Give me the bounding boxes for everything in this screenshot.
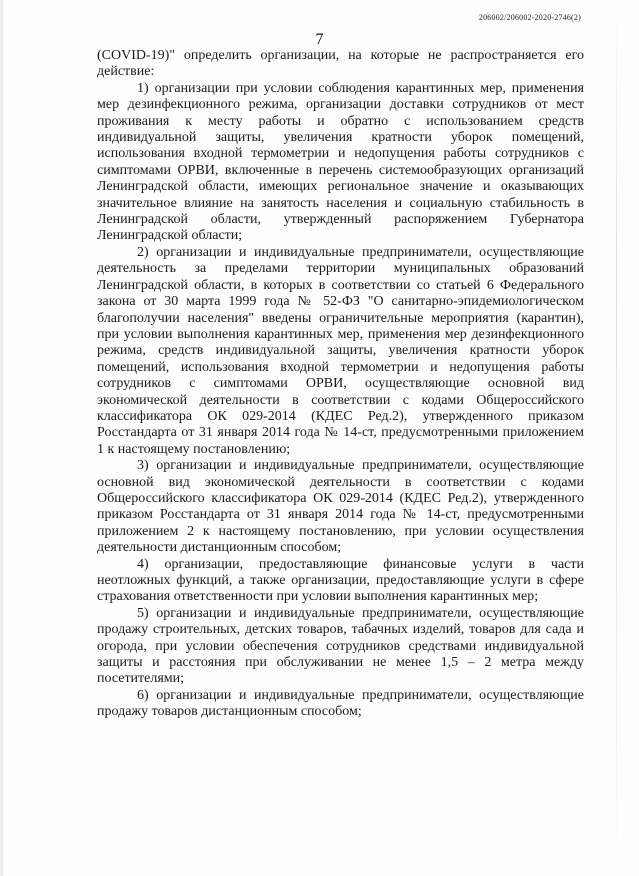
- scan-edge-right: [616, 0, 617, 876]
- paragraph-item-6: 6) организации и индивидуальные предприниматели, осуществляющие продажу товаров дистанционным способом;: [97, 687, 584, 720]
- page-number: 7: [315, 31, 324, 48]
- paragraph-item-1: 1) организации при условии соблюдения карантинных мер, применения мер дезинфекционного режима, организации доставки сотрудников от мест проживания к месту работы и обратно с использованием средств индивидуальной защиты, увеличения кратности уборок помещений, использования входной термометрии и недопущения работы сотрудников с симптомами ОРВИ, включенные в перечень системообразующих организаций Ленинградской области, имеющих региональное значение и оказывающих значительное влияние на занятость населения и социальную стабильность в Ленинградской области, утвержденный распоряжением Губернатора Ленинградской области;: [97, 80, 584, 244]
- document-id: 206002/206002-2020-2746(2): [478, 13, 581, 22]
- paragraph-item-4: 4) организации, предоставляющие финансовые услуги в части неотложных функций, а также организации, предоставляющие услуги в сфере страхования ответственности при условии выполнения карантинных мер;: [97, 556, 584, 605]
- paragraph-intro: (COVID-19)" определить организации, на которые не распространяется его действие:: [97, 48, 584, 80]
- paragraph-item-2: 2) организации и индивидуальные предприниматели, осуществляющие деятельность за пределами территории муниципальных образований Ленинградской области, в которых в соответствии со статьей 6 Федерального закона от 30 марта 1999 года № 52-ФЗ "О санитарно-эпидемиологическом благополучии населения" введены ограничительные мероприятия (карантин), при условии выполнения карантинных мер, применения мер дезинфекционного режима, средств индивидуальной защиты, увеличения кратности уборок помещений, использования входной термометрии и недопущения работы сотрудников с симптомами ОРВИ, осуществляющие основной вид экономической деятельности в соответствии с кодами Общероссийского классификатора ОК 029-2014 (КДЕС Ред.2), утвержденного приказом Росстандарта от 31 января 2014 года № 14-ст, предусмотренными приложением 1 к настоящему постановлению;: [97, 244, 584, 457]
- scan-edge-left: [0, 0, 3, 876]
- paragraph-item-3: 3) организации и индивидуальные предприниматели, осуществляющие основной вид экономической деятельности в соответствии с кодами Общероссийского классификатора ОК 029-2014 (КДЕС Ред.2), утвержденного приказом Росстандарта от 31 января 2014 года № 14-ст, предусмотренными приложением 2 к настоящему постановлению, при условии осуществления деятельности дистанционным способом;: [97, 458, 584, 556]
- document-body: [97, 48, 584, 721]
- paragraph-item-5: 5) организации и индивидуальные предприниматели, осуществляющие продажу строительных, детских товаров, табачных изделий, товаров для сада и огорода, при условии обеспечения сотрудников средствами индивидуальной защиты и расстояния при обслуживании не менее 1,5 – 2 метра между посетителями;: [97, 605, 584, 687]
